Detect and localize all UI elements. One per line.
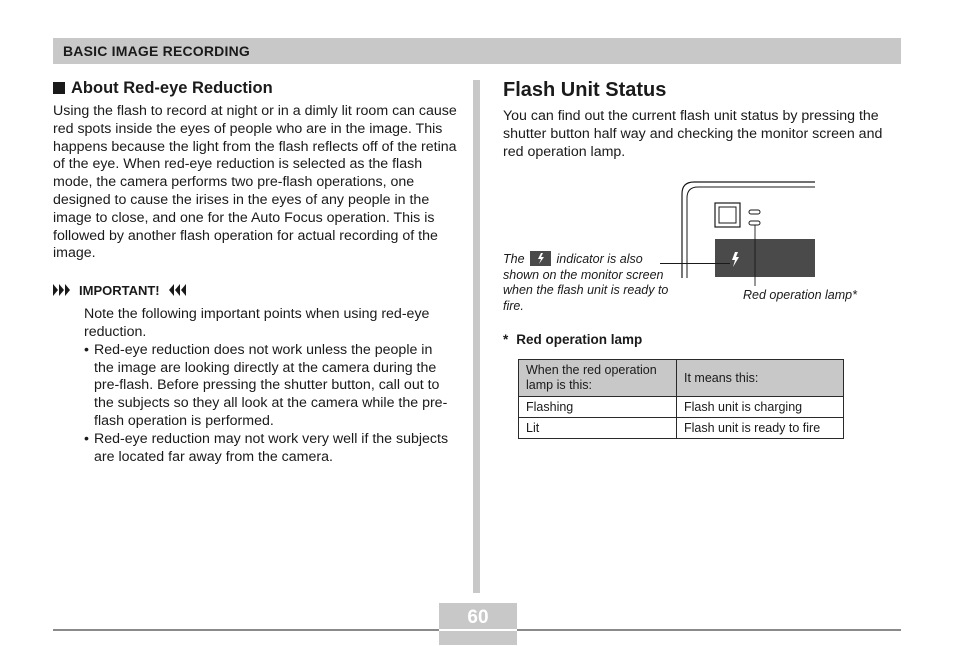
table-row [519, 397, 844, 418]
asterisk-marker: * [503, 332, 509, 347]
section-heading-text: About Red-eye Reduction [71, 79, 273, 97]
note-bullet-item: • Red-eye reduction does not work unless the people in the image are looking directly at the camera during the pre-flash. Before pressing the shutter button, call out to the subjects so they all look at the camera while the pre-flash operation is performed. [84, 342, 454, 431]
column-divider [473, 80, 480, 593]
square-bullet-icon [53, 82, 65, 94]
page-box-strip [439, 629, 517, 631]
table-header-cell: When the red operation lamp is this: [519, 360, 677, 397]
lamp-table-heading [503, 332, 642, 347]
lamp-status-table [518, 359, 844, 439]
right-column [503, 78, 903, 161]
flash-icon [530, 251, 551, 266]
triple-arrow-left-icon [166, 284, 186, 296]
important-callout [53, 282, 458, 298]
important-note [84, 306, 454, 466]
camera-back-illustration [660, 178, 860, 288]
note-bullet-list [84, 342, 454, 467]
important-label: IMPORTANT! [79, 282, 160, 298]
caption-text-post: indicator is also shown on the monitor screen when the flash unit is ready to fire. [503, 252, 669, 313]
table-cell: Flashing [519, 397, 677, 418]
red-eye-paragraph: Using the flash to record at night or in a dimly lit room can cause red spots inside the eyes of people who are in the image. This happens because the light from the flash reflects off of the retina of the eye. When red-eye reduction is selected as the flash mode, the camera performs two pre-flash operations, one designed to cause the irises in the eyes of any people in the image to close, and one for the Auto Focus operation. This is followed by another flash operation for actual recording of the image. [53, 103, 457, 262]
page-number-box [439, 603, 517, 645]
table-cell: Flash unit is ready to fire [677, 418, 844, 439]
section-heading [53, 78, 458, 98]
red-lamp-caption: Red operation lamp* [743, 288, 857, 302]
flash-indicator-caption [503, 251, 678, 314]
triple-arrow-right-icon [53, 284, 73, 296]
left-column [53, 78, 458, 466]
flash-status-intro: You can find out the current flash unit status by pressing the shutter button half way and checking the monitor screen and red operation lamp. [503, 108, 883, 160]
caption-text-pre: The [503, 252, 525, 266]
lamp-heading-text: Red operation lamp [516, 332, 643, 347]
table-header-row [519, 360, 844, 397]
note-bullet-item: • Red-eye reduction may not work very well if the subjects are located far away from the camera. [84, 431, 454, 467]
page-number: 60 [467, 607, 489, 628]
table-cell: Lit [519, 418, 677, 439]
flash-status-heading: Flash Unit Status [503, 79, 667, 101]
table-header-cell: It means this: [677, 360, 844, 397]
table-row [519, 418, 844, 439]
header-title: BASIC IMAGE RECORDING [63, 43, 250, 59]
table-cell: Flash unit is charging [677, 397, 844, 418]
header-bar [53, 38, 901, 64]
note-intro: Note the following important points when using red-eye reduction. [84, 306, 430, 340]
